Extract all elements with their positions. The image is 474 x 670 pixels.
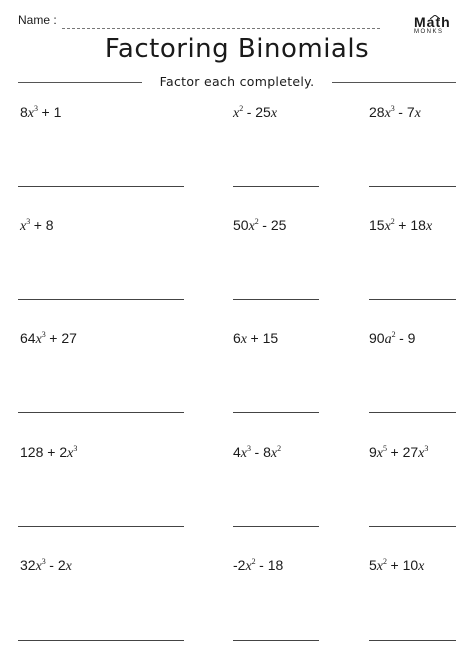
answer-line-13[interactable] <box>18 640 184 641</box>
problem-11: $4x^3 - 8x^2$ <box>233 444 282 461</box>
answer-line-12[interactable] <box>369 526 456 527</box>
answer-line-11[interactable] <box>233 526 319 527</box>
answer-line-7[interactable] <box>18 412 184 413</box>
name-label: Name : <box>18 13 57 27</box>
problem-6: $15x^2 + 18x$ <box>369 217 433 234</box>
logo-roof-icon <box>430 15 440 19</box>
answer-line-9[interactable] <box>369 412 456 413</box>
problem-4: $x^3 + 8$ <box>20 217 54 234</box>
logo-text-math: Math <box>414 14 451 30</box>
instruction-text: Factor each completely. <box>159 74 315 89</box>
problem-1: $8x^3 + 1$ <box>20 104 62 121</box>
problem-10: $128 + 2x^3$ <box>20 444 78 461</box>
problem-3: $28x^3 - 7x$ <box>369 104 421 121</box>
answer-line-4[interactable] <box>18 299 184 300</box>
answer-line-1[interactable] <box>18 186 184 187</box>
answer-line-8[interactable] <box>233 412 319 413</box>
instruction-bar <box>18 74 456 90</box>
problem-8: 6x + 15 <box>233 330 279 347</box>
problem-7: $64x^3 + 27$ <box>20 330 77 347</box>
problem-13: $32x^3 - 2x$ <box>20 557 72 574</box>
logo-text-monks: MONKS <box>414 29 444 35</box>
problem-15: $5x^2 + 10x$ <box>369 557 425 574</box>
name-blank-line[interactable] <box>62 28 380 29</box>
answer-line-5[interactable] <box>233 299 319 300</box>
answer-line-2[interactable] <box>233 186 319 187</box>
answer-line-6[interactable] <box>369 299 456 300</box>
answer-line-10[interactable] <box>18 526 184 527</box>
problem-12: $9x^5 + 27x^3$ <box>369 444 429 461</box>
answer-line-3[interactable] <box>369 186 456 187</box>
answer-line-14[interactable] <box>233 640 319 641</box>
problem-9: $90a^2 - 9$ <box>369 330 416 347</box>
divider-right <box>332 82 456 83</box>
answer-line-15[interactable] <box>369 640 456 641</box>
problem-2: $x^2 - 25x$ <box>233 104 278 121</box>
page-title: Factoring Binomials <box>104 34 370 64</box>
problem-14: $-2x^2 - 18$ <box>233 557 284 574</box>
problem-5: $50x^2 - 25$ <box>233 217 287 234</box>
